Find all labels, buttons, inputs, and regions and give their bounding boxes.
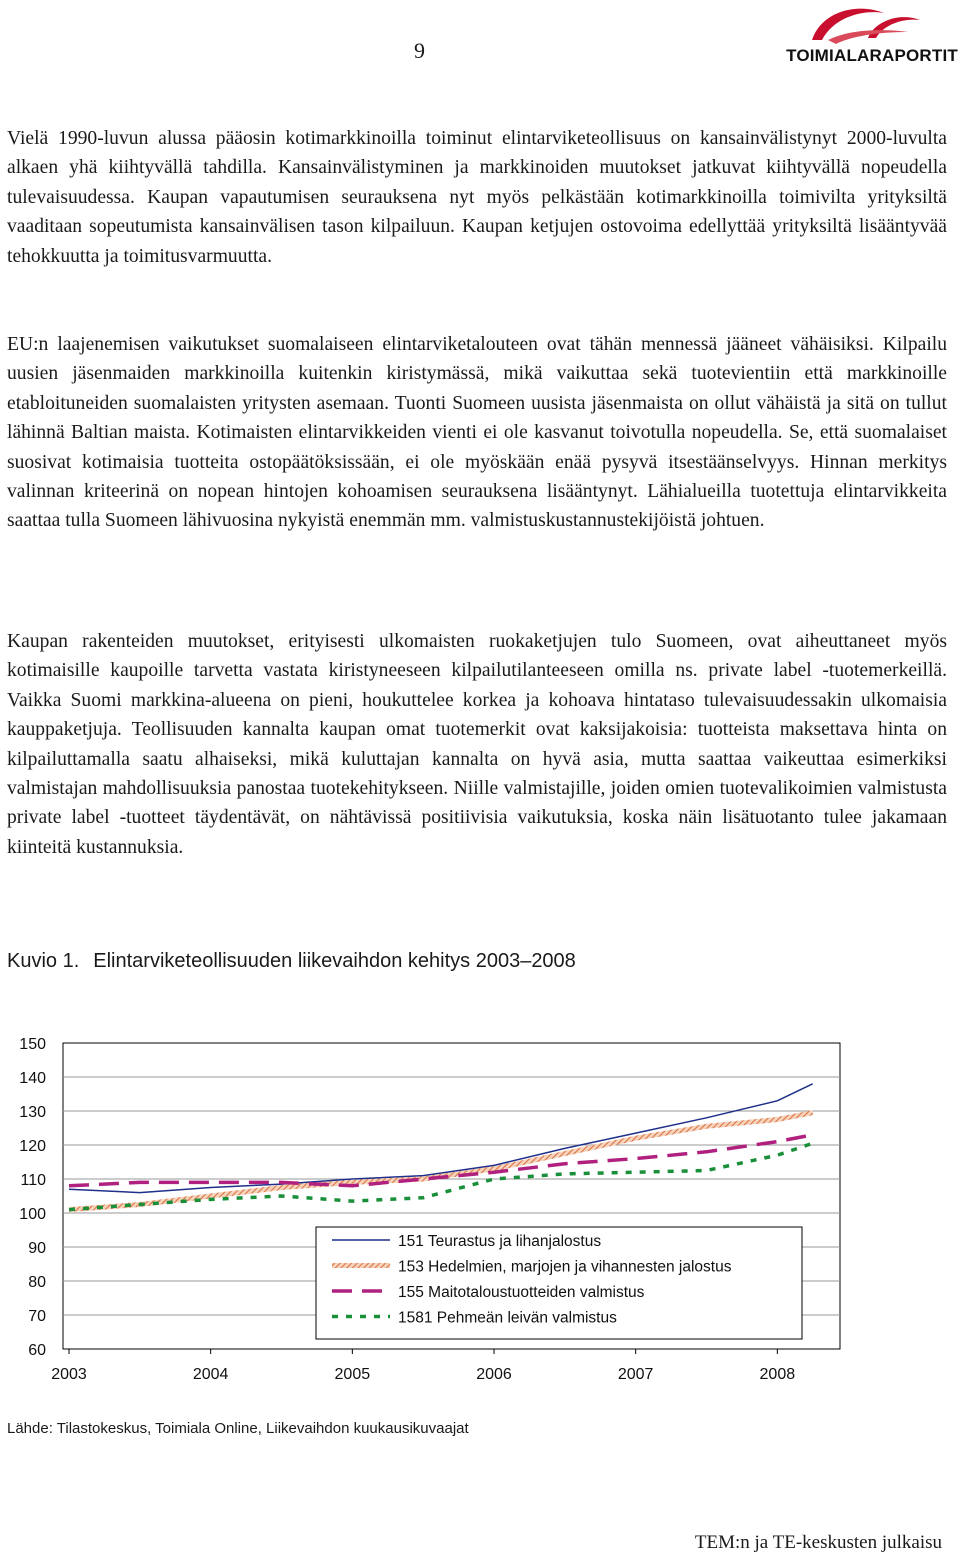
legend-label-3: 155 Maitotaloustuotteiden valmistus — [398, 1284, 645, 1301]
y-tick-label: 120 — [19, 1138, 46, 1155]
publisher-footer: TEM:n ja TE-keskusten julkaisu — [694, 1532, 942, 1553]
x-tick-label: 2006 — [476, 1366, 512, 1383]
legend-label-4: 1581 Pehmeän leivän valmistus — [398, 1309, 617, 1327]
x-tick-label: 2003 — [51, 1366, 87, 1383]
x-tick-label: 2005 — [334, 1366, 371, 1383]
legend-label-1: 151 Teurastus ja lihanjalostus — [398, 1233, 602, 1250]
toimialaraportit-logo — [780, 4, 958, 72]
x-tick-label: 2004 — [192, 1366, 229, 1383]
body-paragraph-1: Vielä 1990-luvun alussa pääosin kotimarkkinoilla toiminut elintarviketeollisuus on kansainvälistynyt 2000-luvulta alkaen yhä kiihtyvällä tahdilla. Kansainvälistyminen ja markkinoiden muutokset jatkuvat kiihtyvällä nopeudella tulevaisuudessa. Kaupan vapautumisen seurauksena nyt myös pelkästään kotimarkkinoilla toimivilta yrityksiltä vaaditaan sopeutumista kansainvälisen tason kilpailuun. Kaupan ketjujen ostovoima edellyttää yrityksiltä lisääntyvää tehokkuutta ja toimitusvarmuutta. — [7, 128, 947, 267]
y-tick-label: 130 — [19, 1104, 46, 1121]
figure-source: Lähde: Tilastokeskus, Toimiala Online, Liikevaihdon kuukausikuvaajat — [7, 1420, 469, 1437]
x-tick-label: 2008 — [759, 1366, 796, 1383]
body-paragraph-3: Kaupan rakenteiden muutokset, erityisesti ulkomaisten ruokaketjujen tulo Suomeen, ovat aiheuttaneet myös kotimaisille kaupoille tarvetta vastata kiristyneeseen kilpailutilanteeseen omilla ns. private label -tuotemerkeillä. Vaikka Suomi markkina-alueena on pieni, houkuttelee korkea ja kohoava hintataso tulevaisuudessakin ulkomaisia kauppaketjuja. Teollisuuden kannalta kaupan omat tuotemerkit ovat kaksijakoisia: tuotteista maksettava hinta on kilpailuttamalla saatu alhaiseksi, mikä kuluttajan kannalta on hyvä asia, mutta saattaa vaikeuttaa esimerkiksi valmistajan mahdollisuuksia panostaa tuotekehitykseen. Niille valmistajille, joiden omien tuotevalikoimien valmistusta private label -tuotteet täydentävät, on nähtävissä positiivisia vaikutuksia, koska näin lisätuotanto tulee jakamaan kiinteitä kustannuksia. — [7, 631, 947, 858]
brand-name: TOIMIALARAPORTIT — [786, 46, 958, 65]
x-tick-label: 2007 — [617, 1366, 654, 1383]
figure-title: Elintarviketeollisuuden liikevaihdon kehitys 2003–2008 — [93, 950, 576, 972]
body-paragraph-2: EU:n laajenemisen vaikutukset suomalaiseen elintarviketalouteen ovat tähän mennessä jääneet vähäisiksi. Kilpailu uusien jäsenmaiden markkinoilla kuitenkin kiristymässä, mikä vaikuttaa sekä tuotevientiin että markkinoille etabloituneiden suomalaisten yritysten asemaan. Tuonti Suomeen uusista jäsenmaista on ollut vähäistä ja sitä on tullut lähinnä Baltian maista. Kotimaisten elintarvikkeiden vienti ei ole kasvanut toivotulla nopeudella. Se, että suomalaiset suosivat kotimaisia tuotteita ostopäätöksissään, ei ole myöskään enää pysyvä itsestäänselvyys. Hinnan merkitys valinnan kriteerinä on nopean hintojen kohoamisen seurauksena lisääntynyt. Lähialueilla tuotettuja elintarvikkeita saattaa tulla Suomeen lähivuosina nykyistä enemmän mm. valmistuskustannustekijöistä johtuen. — [7, 334, 947, 532]
y-tick-label: 90 — [28, 1240, 46, 1257]
legend-label-2: 153 Hedelmien, marjojen ja vihannesten jalostus — [398, 1258, 732, 1276]
figure-caption — [7, 950, 576, 973]
figure-number: Kuvio 1. — [7, 950, 80, 972]
y-tick-label: 110 — [20, 1172, 46, 1189]
y-tick-label: 60 — [28, 1342, 46, 1359]
y-tick-label: 150 — [19, 1036, 46, 1053]
y-tick-label: 70 — [28, 1308, 46, 1325]
y-tick-label: 140 — [19, 1070, 46, 1087]
y-tick-label: 80 — [28, 1274, 46, 1291]
page-number: 9 — [414, 38, 425, 63]
y-tick-label: 100 — [19, 1206, 46, 1223]
swoosh-icon — [808, 4, 928, 50]
turnover-line-chart — [0, 1020, 960, 1420]
